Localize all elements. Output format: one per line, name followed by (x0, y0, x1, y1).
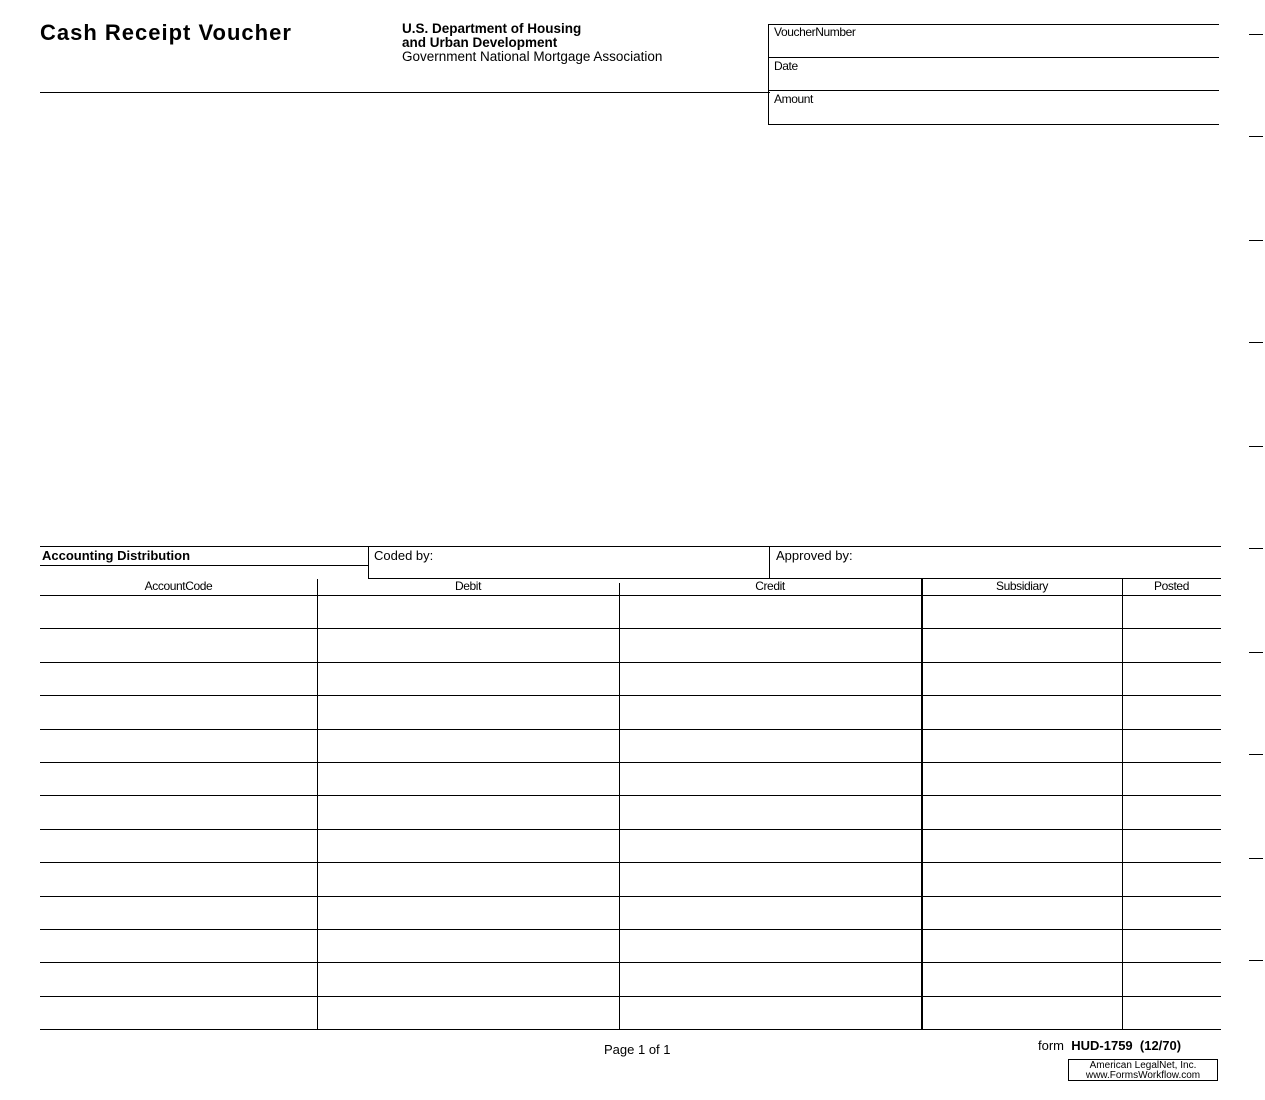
table-row (40, 830, 1221, 864)
form-title: Cash Receipt Voucher (40, 20, 292, 45)
credit-cell[interactable] (621, 930, 921, 963)
approved-by-label: Approved by: (776, 548, 853, 563)
approved-by-field[interactable] (878, 548, 1218, 576)
subsidiary-cell[interactable] (923, 796, 1122, 829)
date-label: Date (774, 59, 798, 73)
credit-cell[interactable] (621, 796, 921, 829)
margin-tick (1249, 34, 1263, 35)
subsidiary-cell[interactable] (923, 596, 1122, 629)
voucher-box-divider-1 (768, 57, 1219, 58)
credit-cell[interactable] (621, 830, 921, 863)
col-header-subsidiary: Subsidiary (995, 579, 1049, 593)
table-row (40, 730, 1221, 764)
amount-label: Amount (774, 92, 813, 106)
vendor-name: American LegalNet, Inc. (1089, 1060, 1197, 1071)
col-header-credit: Credit (755, 579, 785, 593)
debit-cell[interactable] (319, 963, 619, 996)
margin-tick (1249, 960, 1263, 961)
coded-by-divider (368, 546, 369, 579)
voucher-box-divider-2 (768, 90, 1219, 91)
margin-tick (1249, 446, 1263, 447)
account-code-cell[interactable] (40, 696, 316, 729)
debit-cell[interactable] (319, 663, 619, 696)
posted-cell[interactable] (1124, 696, 1220, 729)
agency-line-2: and Urban Development (402, 35, 558, 50)
posted-cell[interactable] (1124, 730, 1220, 763)
margin-tick (1249, 342, 1263, 343)
voucher-body-area[interactable] (40, 130, 1220, 540)
account-code-cell[interactable] (40, 663, 316, 696)
account-code-cell[interactable] (40, 596, 316, 629)
account-code-cell[interactable] (40, 830, 316, 863)
debit-cell[interactable] (319, 897, 619, 930)
agency-block (402, 22, 662, 64)
posted-cell[interactable] (1124, 629, 1220, 662)
debit-cell[interactable] (319, 830, 619, 863)
margin-tick (1249, 754, 1263, 755)
table-row (40, 930, 1221, 964)
credit-cell[interactable] (621, 997, 921, 1030)
agency-line-3: Government National Mortgage Association (402, 49, 663, 64)
table-row (40, 897, 1221, 931)
table-row (40, 796, 1221, 830)
debit-cell[interactable] (319, 863, 619, 896)
margin-tick (1249, 652, 1263, 653)
header-divider (40, 92, 770, 93)
posted-cell[interactable] (1124, 963, 1220, 996)
credit-cell[interactable] (621, 696, 921, 729)
credit-cell[interactable] (621, 596, 921, 629)
posted-cell[interactable] (1124, 863, 1220, 896)
account-code-cell[interactable] (40, 930, 316, 963)
vendor-stamp (1068, 1059, 1218, 1081)
accounting-label-underline (40, 565, 368, 566)
subsidiary-cell[interactable] (923, 897, 1122, 930)
table-row (40, 997, 1221, 1031)
posted-cell[interactable] (1124, 596, 1220, 629)
table-row (40, 863, 1221, 897)
subsidiary-cell[interactable] (923, 629, 1122, 662)
margin-tick (1249, 240, 1263, 241)
debit-cell[interactable] (319, 629, 619, 662)
subsidiary-cell[interactable] (923, 930, 1122, 963)
credit-cell[interactable] (621, 763, 921, 796)
debit-cell[interactable] (319, 696, 619, 729)
table-row (40, 663, 1221, 697)
debit-cell[interactable] (319, 930, 619, 963)
posted-cell[interactable] (1124, 997, 1220, 1030)
subsidiary-cell[interactable] (923, 696, 1122, 729)
account-code-cell[interactable] (40, 629, 316, 662)
posted-cell[interactable] (1124, 663, 1220, 696)
table-row (40, 629, 1221, 663)
margin-tick (1249, 858, 1263, 859)
col-header-debit: Debit (454, 579, 481, 593)
col-header-posted: Posted (1154, 579, 1189, 593)
credit-cell[interactable] (621, 629, 921, 662)
margin-tick (1249, 136, 1263, 137)
voucher-number-field[interactable] (770, 39, 1216, 56)
agency-line-1: U.S. Department of Housing (402, 21, 582, 36)
posted-cell[interactable] (1124, 763, 1220, 796)
credit-cell[interactable] (621, 897, 921, 930)
approved-by-divider (769, 546, 770, 579)
amount-field[interactable] (770, 106, 1216, 123)
table-row (40, 696, 1221, 730)
account-code-cell[interactable] (40, 796, 316, 829)
subsidiary-cell[interactable] (923, 997, 1122, 1030)
account-code-cell[interactable] (40, 763, 316, 796)
account-code-cell[interactable] (40, 897, 316, 930)
subsidiary-cell[interactable] (923, 730, 1122, 763)
subsidiary-cell[interactable] (923, 830, 1122, 863)
posted-cell[interactable] (1124, 897, 1220, 930)
debit-cell[interactable] (319, 763, 619, 796)
subsidiary-cell[interactable] (923, 863, 1122, 896)
form-date: (12/70) (1139, 1038, 1182, 1053)
table-row (40, 963, 1221, 997)
subsidiary-cell[interactable] (923, 663, 1122, 696)
form-number: HUD-1759 (1071, 1038, 1133, 1053)
col-header-account-code: AccountCode (144, 579, 213, 593)
account-code-cell[interactable] (40, 997, 316, 1030)
credit-cell[interactable] (621, 863, 921, 896)
account-code-cell[interactable] (40, 863, 316, 896)
coded-by-label: Coded by: (374, 548, 434, 563)
page-indicator: Page 1 of 1 (604, 1042, 671, 1057)
date-field[interactable] (770, 73, 1216, 89)
voucher-box-bottom (768, 124, 1219, 125)
voucher-number-label: VoucherNumber (774, 25, 856, 39)
margin-tick (1249, 548, 1263, 549)
account-code-cell[interactable] (40, 963, 316, 996)
accounting-distribution-label: Accounting Distribution (42, 548, 191, 563)
debit-cell[interactable] (319, 997, 619, 1030)
form-id (1038, 1038, 1181, 1053)
table-row (40, 596, 1221, 630)
form-prefix: form (1038, 1038, 1064, 1053)
debit-cell[interactable] (319, 730, 619, 763)
accounting-top-rule (40, 546, 1221, 547)
subsidiary-cell[interactable] (923, 963, 1122, 996)
posted-cell[interactable] (1124, 796, 1220, 829)
debit-cell[interactable] (319, 596, 619, 629)
voucher-box-left (768, 24, 769, 125)
posted-cell[interactable] (1124, 830, 1220, 863)
account-code-cell[interactable] (40, 730, 316, 763)
credit-cell[interactable] (621, 663, 921, 696)
vendor-url: www.FormsWorkflow.com (1085, 1070, 1201, 1081)
posted-cell[interactable] (1124, 930, 1220, 963)
subsidiary-cell[interactable] (923, 763, 1122, 796)
table-row (40, 763, 1221, 797)
credit-cell[interactable] (621, 963, 921, 996)
coded-by-field[interactable] (452, 548, 764, 576)
credit-cell[interactable] (621, 730, 921, 763)
debit-cell[interactable] (319, 796, 619, 829)
